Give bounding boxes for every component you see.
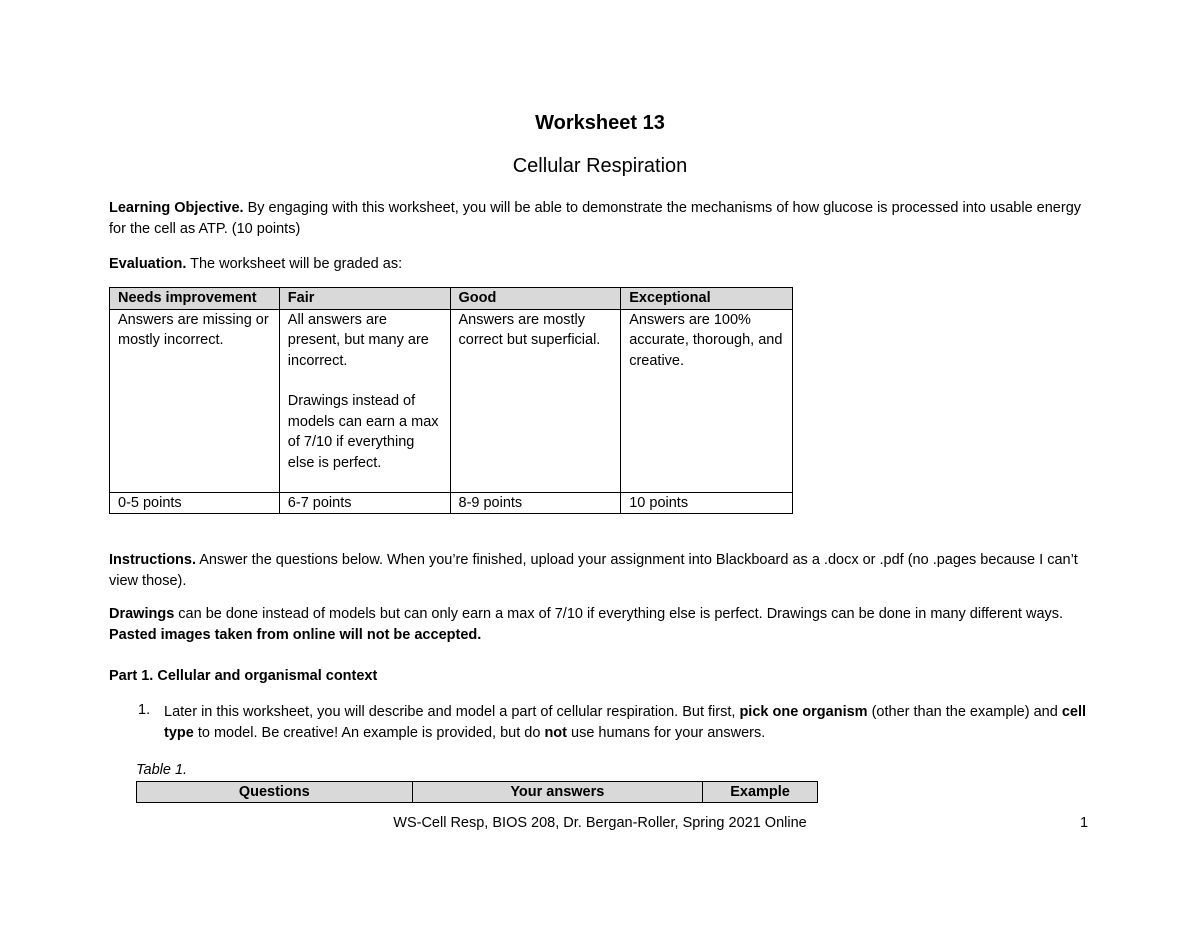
rubric-desc-fair-text: All answers are present, but many are incorrect. xyxy=(287,311,429,369)
evaluation-text: The worksheet will be graded as: xyxy=(186,256,403,272)
table-1-header-questions: Questions xyxy=(137,782,413,803)
rubric-points-exceptional: 10 points xyxy=(621,492,793,514)
rubric-header-fair: Fair xyxy=(279,288,450,310)
evaluation xyxy=(109,254,1099,275)
rubric-points-row xyxy=(110,492,793,514)
rubric-header-row xyxy=(110,288,793,310)
question-1-bold-cell-type: cell type xyxy=(164,704,1087,741)
rubric-points-good: 8-9 points xyxy=(450,492,621,514)
evaluation-label: Evaluation. xyxy=(109,256,187,272)
drawings-note xyxy=(109,604,1099,646)
rubric-desc-fair xyxy=(279,309,450,492)
instructions-text: Answer the questions below. When you’re finished, upload your assignment into Blackboard as a .docx or .pdf (no .pages because I can’t view those). xyxy=(109,552,1078,589)
page-title: Worksheet 13 xyxy=(535,112,665,134)
table-1 xyxy=(136,781,818,803)
rubric-desc-good: Answers are mostly correct but superficial. xyxy=(450,309,621,492)
rubric-description-row xyxy=(110,309,793,492)
rubric-fair-note: Drawings instead of models can earn a max of 7/10 if everything else is perfect. xyxy=(287,393,439,471)
rubric-table xyxy=(109,287,793,514)
question-1-part-d: use humans for your answers. xyxy=(567,725,766,741)
rubric-desc-needs-improvement: Answers are missing or mostly incorrect. xyxy=(110,309,280,492)
rubric-desc-exceptional: Answers are 100% accurate, thorough, and creative. xyxy=(621,309,793,492)
part1-heading-text: Part 1. Cellular and organismal context xyxy=(109,668,378,684)
instructions xyxy=(109,550,1099,592)
table-1-caption: Table 1. xyxy=(136,762,188,778)
question-1-bold-not: not xyxy=(544,725,567,741)
rubric-points-needs-improvement: 0-5 points xyxy=(110,492,280,514)
part1-heading xyxy=(109,666,1099,687)
page-footer: WS-Cell Resp, BIOS 208, Dr. Bergan-Roller, Spring 2021 Online xyxy=(393,815,807,831)
learning-objective xyxy=(109,198,1099,240)
rubric-points-fair: 6-7 points xyxy=(279,492,450,514)
learning-objective-label: Learning Objective. xyxy=(109,200,244,216)
question-1-number: 1. xyxy=(138,702,151,718)
rubric-header-exceptional: Exceptional xyxy=(621,288,793,310)
drawings-label: Drawings xyxy=(109,606,175,622)
question-1-part-b: (other than the example) and xyxy=(867,704,1062,720)
page-subtitle: Cellular Respiration xyxy=(512,155,688,177)
drawings-text: can be done instead of models but can only earn a max of 7/10 if everything else is perfect. Drawings can be done in many different ways. xyxy=(174,606,1064,622)
table-1-header-row xyxy=(137,782,818,803)
question-1-text xyxy=(164,702,1094,744)
page-number: 1 xyxy=(1080,815,1089,831)
rubric-header-good: Good xyxy=(450,288,621,310)
drawings-warning: Pasted images taken from online will not be accepted. xyxy=(109,627,482,643)
question-1-bold-organism: pick one organism xyxy=(739,704,868,720)
learning-objective-text: By engaging with this worksheet, you will be able to demonstrate the mechanisms of how glucose is processed into usable energy for the cell as ATP. (10 points) xyxy=(109,200,1082,237)
table-1-header-example: Example xyxy=(703,782,818,803)
question-1-part-a: Later in this worksheet, you will describe and model a part of cellular respiration. But first, xyxy=(164,704,740,720)
table-1-header-your-answers: Your answers xyxy=(412,782,703,803)
instructions-label: Instructions. xyxy=(109,552,197,568)
rubric-header-needs-improvement: Needs improvement xyxy=(110,288,280,310)
question-1-part-c: to model. Be creative! An example is provided, but do xyxy=(193,725,545,741)
